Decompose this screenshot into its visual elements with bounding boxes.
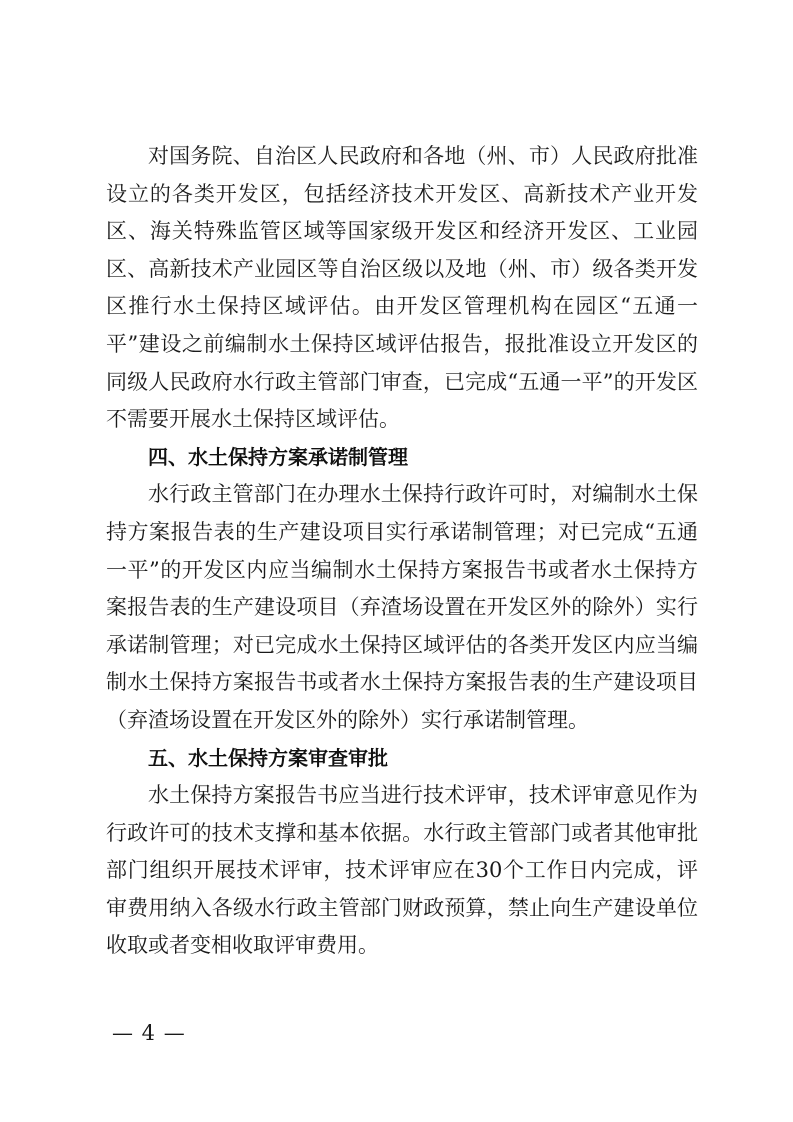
- paragraph-commitment-management: 水行政主管部门在办理水土保持行政许可时，对编制水土保持方案报告表的生产建设项目实行承诺制管理；对已完成“五通一平”的开发区内应当编制水土保持方案报告书或者水土保持方案报告表的生产建设项目（弃渣场设置在开发区外的除外）实行承诺制管理；对已完成水土保持区域评估的各类开发区内应当编制水土保持方案报告书或者水土保持方案报告表的生产建设项目（弃渣场设置在开发区外的除外）实行承诺制管理。: [106, 482, 698, 732]
- section-heading-commitment: 四、水土保持方案承诺制管理: [148, 444, 408, 469]
- document-body: [106, 138, 698, 965]
- paragraph-regional-assessment: 对国务院、自治区人民政府和各地（州、市）人民政府批准设立的各类开发区，包括经济技术开发区、高新技术产业开发区、海关特殊监管区域等国家级开发区和经济开发区、工业园区、高新技术产业园区等自治区级以及地（州、市）级各类开发区推行水土保持区域评估。由开发区管理机构在园区“五通一平”建设之前编制水土保持区域评估报告，报批准设立开发区的同级人民政府水行政主管部门审查，已完成“五通一平”的开发区不需要开展水土保持区域评估。: [106, 144, 698, 432]
- page-number: — 4 —: [112, 1021, 186, 1045]
- paragraph-review-approval: 水土保持方案报告书应当进行技术评审，技术评审意见作为行政许可的技术支撑和基本依据。水行政主管部门或者其他审批部门组织开展技术评审，技术评审应在30个工作日内完成，评审费用纳入各级水行政主管部门财政预算，禁止向生产建设单位收取或者变相收取评审费用。: [106, 783, 698, 958]
- section-heading-review-approval: 五、水土保持方案审查审批: [148, 745, 388, 770]
